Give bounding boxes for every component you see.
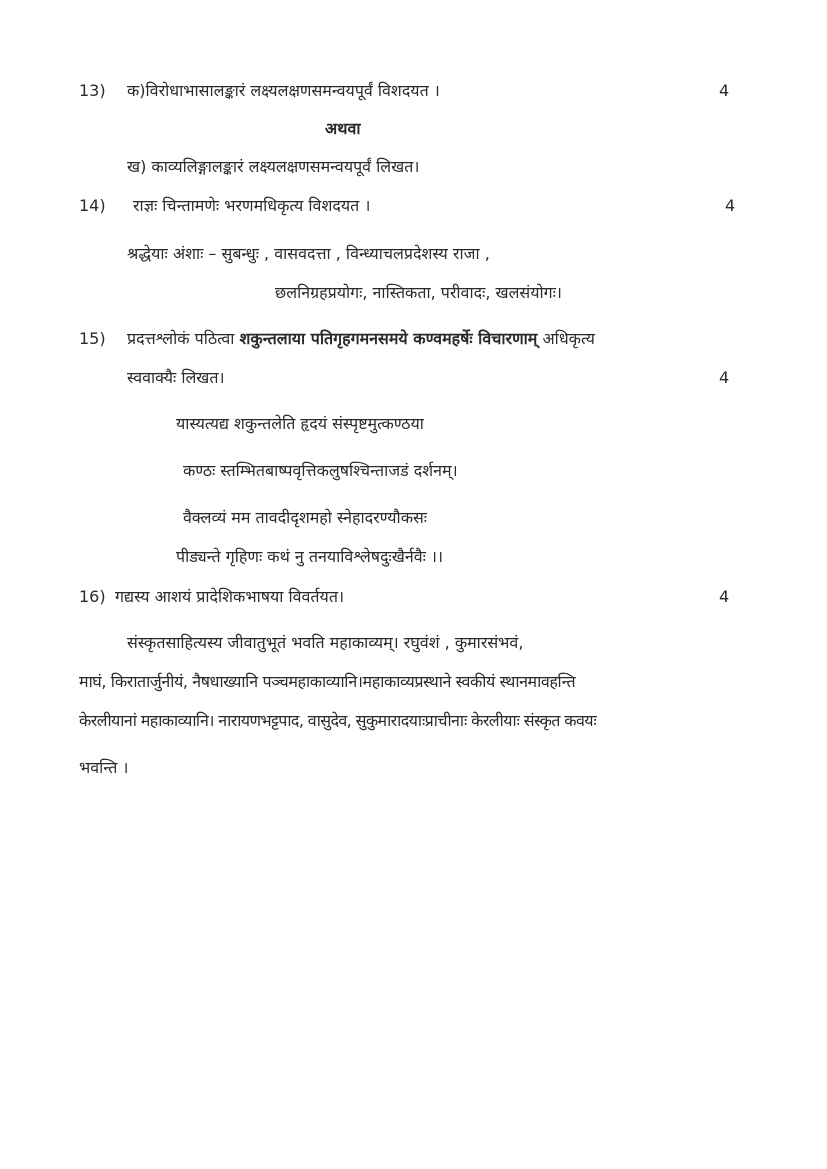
question-15-marks: 4 (719, 368, 730, 387)
question-13-part-b: ख) काव्यलिङ्गालङ्कारं लक्ष्यलक्षणसमन्वयपूर्वं लिखत। (127, 157, 420, 176)
question-15-suffix: अधिकृत्य (542, 329, 595, 348)
verse-line: कण्ठः स्तम्भितबाष्पवृत्तिकलुषश्चिन्ताजडं दर्शनम्। (183, 461, 458, 480)
question-14-marks: 4 (725, 196, 736, 215)
question-15-line-2: स्ववाक्यैः लिखत। (127, 368, 225, 387)
verse-line: वैक्लव्यं मम तावदीदृशमहो स्नेहादरण्यौकसः (183, 508, 428, 527)
question-14-text: राज्ञः चिन्तामणेः भरणमधिकृत्य विशदयत । (133, 196, 371, 215)
question-16-number: 16) (79, 587, 106, 606)
question-14-number: 14) (79, 196, 106, 215)
passage-line: संस्कृतसाहित्यस्य जीवातुभूतं भवति महाकाव्यम्। रघुवंशं , कुमारसंभवं, (127, 633, 524, 652)
question-13-number: 13) (79, 81, 106, 100)
question-16-text: गद्यस्य आशयं प्रादेशिकभाषया विवर्तयत। (115, 587, 345, 606)
question-15-line-1 (127, 328, 595, 350)
question-15-bold-text: शकुन्तलाया पतिगृहगमनसमये कण्वमहर्षेः विचारणाम् (239, 329, 538, 348)
verse-line: यास्यत्यद्य शकुन्तलेति हृदयं संस्पृष्टमुत्कण्ठया (176, 414, 424, 433)
verse-line: पीड्यन्ते गृहिणः कथं नु तनयाविश्लेषदुःखैर्नवैः ।। (176, 547, 444, 566)
or-heading: अथवा (325, 119, 361, 138)
passage-line: माघं, किरातार्जुनीयं, नैषधाख्यानि पञ्चमहाकाव्यानि।महाकाव्यप्रस्थाने स्वकीयं स्थानमावहन्ति (79, 672, 576, 691)
question-16-marks: 4 (719, 587, 730, 606)
question-14-points-line-2: छलनिग्रहप्रयोगः, नास्तिकता, परीवादः, खलसंयोगः। (275, 283, 562, 302)
question-15-number: 15) (79, 329, 106, 348)
question-15-prefix: प्रदत्तश्लोकं पठित्वा (127, 329, 235, 348)
passage-line: केरलीयानां महाकाव्यानि। नारायणभट्टपाद, वासुदेव, सुकुमारादयाःप्राचीनाः केरलीयाः संस्कृत कवयः (79, 711, 597, 730)
question-13-marks: 4 (719, 81, 730, 100)
question-14-points-line-1: श्रद्धेयाः अंशाः – सुबन्धुः , वासवदत्ता , विन्ध्याचलप्रदेशस्य राजा , (127, 244, 490, 263)
passage-line: भवन्ति । (79, 758, 129, 777)
question-13-part-a: क)विरोधाभासालङ्कारं लक्ष्यलक्षणसमन्वयपूर्वं विशदयत । (127, 81, 440, 100)
